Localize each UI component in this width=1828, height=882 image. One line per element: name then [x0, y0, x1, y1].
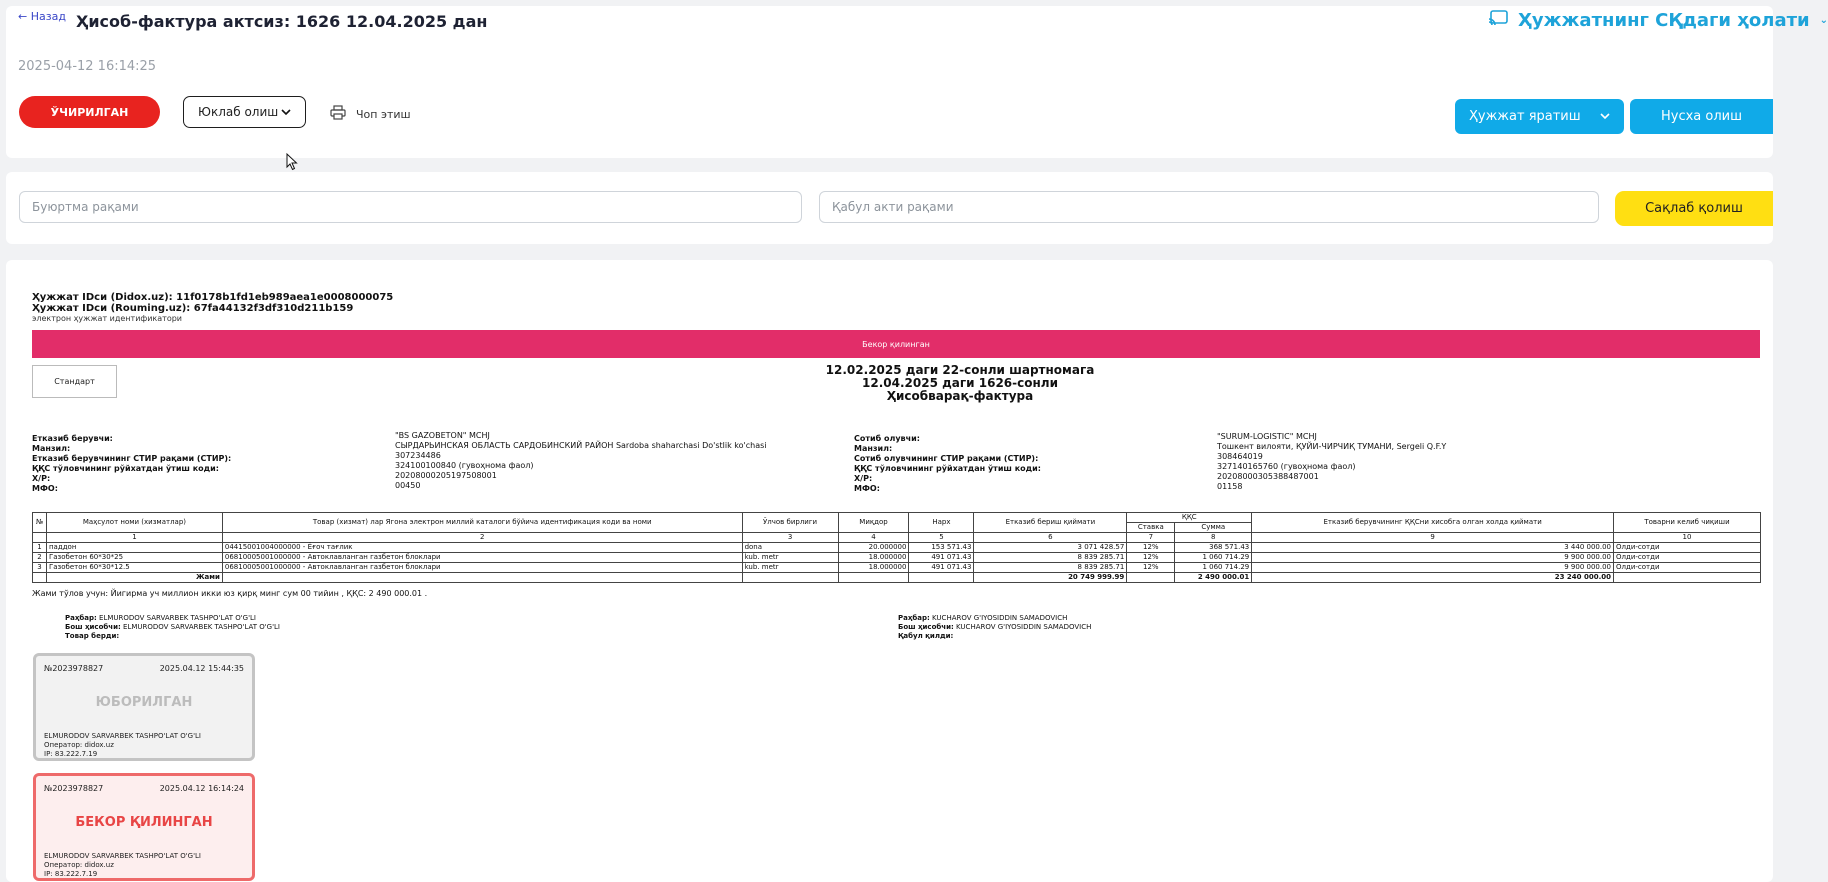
buyer-head: KUCHAROV G'IYOSIDDIN SAMADOVICH [932, 614, 1068, 622]
row-vat-sum: 368 571.43 [1175, 543, 1252, 553]
header-price: Нарх [909, 513, 974, 533]
row-name: паддон [46, 543, 222, 553]
buyer-name: "SURUM-LOGISTIC" MCHJ [1217, 432, 1317, 441]
cast-icon [1488, 10, 1508, 31]
buyer-head-label: Раҳбар: [898, 614, 930, 622]
stamp-ip: IP: 83.222.7.19 [44, 870, 98, 878]
invoice-items-table [32, 512, 1761, 583]
chevron-down-icon [281, 105, 291, 119]
total-cost: 20 749 999.99 [974, 573, 1127, 583]
header-total-with-vat: Етказиб берувчининг ҚҚСни хисобга олган холда қиймати [1252, 513, 1614, 533]
row-total: 3 440 000.00 [1252, 543, 1614, 553]
buyer-label: Сотиб олувчи: [854, 434, 920, 443]
row-no: 2 [33, 553, 47, 563]
seller-address-label: Манзил: [32, 444, 71, 453]
cancelled-signature-stamp [33, 773, 255, 881]
row-cost: 8 839 285.71 [974, 563, 1127, 573]
buyer-tin-label: Сотиб олувчининг СТИР рақами (СТИР): [854, 454, 1039, 463]
table-total-row [33, 573, 1761, 583]
heading-contract: 12.02.2025 даги 22-сонли шартномага [825, 363, 1095, 377]
header-vat: ҚҚС [1127, 513, 1252, 523]
acceptance-act-input[interactable] [819, 191, 1599, 223]
total-label: Жами [46, 573, 222, 583]
tax-status-link[interactable] [1488, 10, 1828, 31]
stamp-signer: ELMURODOV SARVARBEK TASHPO'LAT O'G'LI [44, 852, 201, 860]
table-row [33, 543, 1761, 553]
table-row [33, 553, 1761, 563]
goods-released-label: Товар берди: [65, 632, 120, 640]
mouse-cursor-icon [286, 153, 298, 175]
buyer-address-label: Манзил: [854, 444, 893, 453]
printer-icon [330, 105, 346, 123]
download-label: Юклаб олиш [198, 105, 279, 119]
seller-name: "BS GAZOBETON" MCHJ [395, 431, 490, 440]
buyer-tin: 308464019 [1217, 452, 1263, 461]
col-number: 9 [1252, 533, 1614, 543]
document-timestamp: 2025-04-12 16:14:25 [18, 59, 157, 74]
order-number-input[interactable] [19, 191, 802, 223]
header-origin: Товарни келиб чиқиши [1614, 513, 1761, 533]
copy-document-button[interactable]: Нусха олиш [1630, 99, 1773, 134]
invoice-type-box: Стандарт [32, 365, 117, 398]
seller-labels [32, 434, 392, 494]
row-cost: 3 071 428.57 [974, 543, 1127, 553]
page-title: Ҳисоб-фактура актсиз: 1626 12.04.2025 дан [76, 12, 488, 31]
row-vat-sum: 1 060 714.29 [1175, 563, 1252, 573]
buyer-account: 20208000305388487001 [1217, 472, 1319, 481]
chevron-down-icon [1600, 109, 1610, 124]
buyer-mfo-label: МФО: [854, 484, 880, 493]
seller-signatures [65, 614, 280, 641]
header-vat-sum: Сумма [1175, 523, 1252, 533]
stamp-signer: ELMURODOV SARVARBEK TASHPO'LAT O'G'LI [44, 732, 201, 740]
seller-tin-label: Етказиб берувчининг СТИР рақами (СТИР): [32, 454, 232, 463]
row-vat-rate: 12% [1127, 563, 1175, 573]
document-id-didox: Ҳужжат IDси (Didox.uz): 11f0178b1fd1eb989aea1e0008000075 [32, 292, 394, 303]
buyer-labels [854, 434, 1214, 494]
stamp-number: №2023978827 [44, 664, 104, 673]
seller-head-label: Раҳбар: [65, 614, 97, 622]
col-number: 4 [838, 533, 909, 543]
document-id-caption: электрон ҳужжат идентификатори [32, 314, 182, 323]
chevron-down-icon: ⌄ [1819, 15, 1828, 26]
header-vat-rate: Ставка [1127, 523, 1175, 533]
print-button[interactable] [330, 105, 411, 123]
seller-tin: 307234486 [395, 451, 441, 460]
stamp-operator: Оператор: didox.uz [44, 741, 114, 749]
heading-type: Ҳисобварақ-фактура [886, 389, 1034, 403]
print-label: Чоп этиш [356, 107, 411, 121]
row-unit: dona [742, 543, 838, 553]
goods-received-label: Қабул қилди: [898, 632, 954, 640]
buyer-vat-code: 327140165760 (гувоҳнома фаол) [1217, 462, 1356, 471]
table-row [33, 563, 1761, 573]
deleted-status-button[interactable]: ЎЧИРИЛГАН [19, 96, 160, 128]
heading-number: 12.04.2025 даги 1626-сонли [862, 376, 1058, 390]
row-price: 491 071.43 [909, 553, 974, 563]
seller-address: СЫРДАРЬИНСКАЯ ОБЛАСТЬ САРДОБИНСКИЙ РАЙОН Sardoba shaharchasi Do'stlik ko'chasi [395, 441, 767, 450]
back-link[interactable]: ← Назад [18, 10, 66, 23]
seller-accountant-label: Бош ҳисобчи: [65, 623, 121, 631]
header-name: Маҳсулот номи (хизматлар) [46, 513, 222, 533]
buyer-address: Тошкент вилояти, ҚУЙИ-ЧИРЧИҚ ТУМАНИ, Sergeli Q.F.Y [1217, 442, 1447, 451]
header-delivery-cost: Етказиб бериш қиймати [974, 513, 1127, 533]
row-total: 9 900 000.00 [1252, 563, 1614, 573]
row-catalog: 06810005001000000 - Автоклавланган газбетон блоклари [222, 553, 742, 563]
header-no: № [33, 513, 47, 533]
row-vat-sum: 1 060 714.29 [1175, 553, 1252, 563]
stamp-status: БЕКОР ҚИЛИНГАН [75, 815, 213, 830]
row-qty: 20.000000 [838, 543, 909, 553]
seller-vat-code-label: ҚҚС тўловчининг рўйхатдан ўтиш коди: [32, 464, 219, 473]
seller-account-label: Х/Р: [32, 474, 51, 483]
row-vat-rate: 12% [1127, 543, 1175, 553]
col-number: 2 [222, 533, 742, 543]
stamp-ip: IP: 83.222.7.19 [44, 750, 98, 758]
row-price: 491 071.43 [909, 563, 974, 573]
row-vat-rate: 12% [1127, 553, 1175, 563]
sent-signature-stamp [33, 653, 255, 761]
buyer-signatures [898, 614, 1091, 641]
create-document-label: Ҳужжат яратиш [1469, 109, 1581, 124]
row-name: Газобетон 60*30*25 [46, 553, 222, 563]
header-catalog: Товар (хизмат) лар Ягона электрон миллий каталоги бўйича идентификация коди ва номи [222, 513, 742, 533]
row-unit: kub. metr [742, 563, 838, 573]
header-qty: Миқдор [838, 513, 909, 533]
total-vat: 2 490 000.01 [1175, 573, 1252, 583]
invoice-heading [640, 364, 1280, 403]
buyer-accountant-label: Бош ҳисобчи: [898, 623, 954, 631]
col-number: 1 [46, 533, 222, 543]
row-origin: Олди-сотди [1614, 553, 1761, 563]
seller-account: 20208000205197508001 [395, 471, 497, 480]
stamp-operator: Оператор: didox.uz [44, 861, 114, 869]
col-number: 7 [1127, 533, 1175, 543]
row-no: 3 [33, 563, 47, 573]
col-number: 3 [742, 533, 838, 543]
buyer-values [1217, 432, 1637, 492]
row-total: 9 900 000.00 [1252, 553, 1614, 563]
table-column-numbers-row [33, 533, 1761, 543]
buyer-accountant: KUCHAROV G'IYOSIDDIN SAMADOVICH [956, 623, 1092, 631]
row-qty: 18.000000 [838, 563, 909, 573]
stamp-status: ЮБОРИЛГАН [95, 695, 193, 710]
tax-status-label: Ҳужжатнинг СҚдаги ҳолати [1518, 10, 1810, 31]
stamp-number: №2023978827 [44, 784, 104, 793]
row-origin: Олди-сотди [1614, 563, 1761, 573]
seller-mfo: 00450 [395, 481, 421, 490]
total-in-words: Жами тўлов учун: Йигирма уч миллион икки юз қирқ минг сум 00 тийин , ҚҚС: 2 490 000.01 . [32, 589, 428, 598]
buyer-account-label: Х/Р: [854, 474, 873, 483]
total-sum: 23 240 000.00 [1252, 573, 1614, 583]
seller-label: Етказиб берувчи: [32, 434, 113, 443]
stamp-datetime: 2025.04.12 16:14:24 [159, 784, 244, 793]
row-name: Газобетон 60*30*12.5 [46, 563, 222, 573]
download-dropdown[interactable] [183, 96, 306, 128]
table-header-row [33, 513, 1761, 523]
buyer-vat-code-label: ҚҚС тўловчининг рўйхатдан ўтиш коди: [854, 464, 1041, 473]
seller-accountant: ELMURODOV SARVARBEK TASHPO'LAT O'G'LI [123, 623, 280, 631]
row-origin: Олди-сотди [1614, 543, 1761, 553]
row-price: 153 571.43 [909, 543, 974, 553]
document-id-rouming: Ҳужжат IDси (Rouming.uz): 67fa44132f3df310d211b159 [32, 303, 354, 314]
row-no: 1 [33, 543, 47, 553]
stamp-datetime: 2025.04.12 15:44:35 [159, 664, 244, 673]
col-number: 5 [909, 533, 974, 543]
row-cost: 8 839 285.71 [974, 553, 1127, 563]
col-number: 8 [1175, 533, 1252, 543]
buyer-mfo: 01158 [1217, 482, 1243, 491]
header-unit: Ўлчов бирлиги [742, 513, 838, 533]
seller-head: ELMURODOV SARVARBEK TASHPO'LAT O'G'LI [99, 614, 256, 622]
col-number: 6 [974, 533, 1127, 543]
cancelled-banner: Бекор қилинган [32, 330, 1760, 358]
row-unit: kub. metr [742, 553, 838, 563]
save-button[interactable]: Сақлаб қолиш [1615, 191, 1773, 226]
row-catalog: 04415001004000000 - Ёғоч тағлик [222, 543, 742, 553]
col-number: 10 [1614, 533, 1761, 543]
create-document-dropdown[interactable] [1455, 99, 1624, 134]
row-qty: 18.000000 [838, 553, 909, 563]
seller-mfo-label: МФО: [32, 484, 58, 493]
seller-vat-code: 324100100840 (гувоҳнома фаол) [395, 461, 534, 470]
row-catalog: 06810005001000000 - Автоклавланган газбетон блоклари [222, 563, 742, 573]
seller-values [395, 431, 815, 491]
